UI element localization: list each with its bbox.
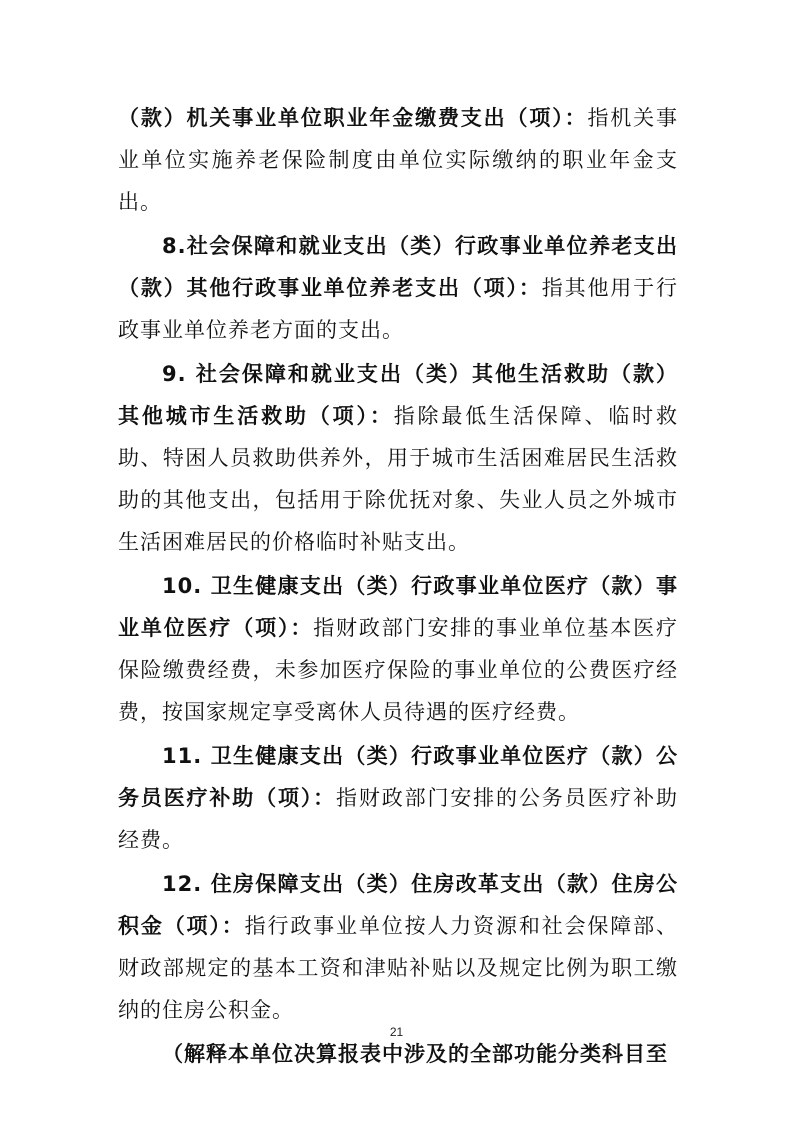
- item-heading: 12. 住房保障支出（类）住房改革支出（款）住房公积金（项）：: [118, 872, 678, 938]
- item-description: 指财政部门安排的公务员医疗补助经费。: [118, 786, 679, 852]
- item-heading: 8.社会保障和就业支出（类）行政事业单位养老支出（款）其他行政事业单位养老支出（项）：: [118, 234, 678, 300]
- item-heading: （解释本单位决算报表中涉及的全部功能分类科目至: [162, 1042, 668, 1066]
- item-description: 指机关事业单位实施养老保险制度由单位实际缴纳的职业年金支出。: [118, 106, 678, 214]
- paragraph-item-8: [118, 225, 678, 351]
- paragraph-item-10: [118, 565, 678, 733]
- paragraph-item-12: [118, 863, 678, 1031]
- page-number: 21: [389, 1025, 404, 1039]
- item-heading: （款）机关事业单位职业年金缴费支出（项）：: [118, 106, 588, 130]
- body-text: [118, 97, 678, 1075]
- item-heading: 11. 卫生健康支出（类）行政事业单位医疗（款）公务员医疗补助（项）：: [118, 744, 678, 810]
- item-description: 指其他用于行政事业单位养老方面的支出。: [118, 276, 679, 342]
- paragraph-item-11: [118, 735, 678, 861]
- item-description: 指财政部门安排的事业单位基本医疗保险缴费经费，未参加医疗保险的事业单位的公费医疗经费，按国家规定享受离休人员待遇的医疗经费。: [118, 616, 678, 724]
- item-heading: 9. 社会保障和就业支出（类）其他生活救助（款）其他城市生活救助（项）：: [118, 362, 678, 428]
- paragraph-occupational-annuity: [118, 97, 678, 223]
- paragraph-item-9: [118, 353, 678, 563]
- item-description: 指除最低生活保障、临时救助、特困人员救助供养外，用于城市生活困难居民生活救助的其他支出，包括用于除优抚对象、失业人员之外城市生活困难居民的价格临时补贴支出。: [118, 404, 679, 554]
- item-heading: 10. 卫生健康支出（类）行政事业单位医疗（款）事业单位医疗（项）：: [118, 574, 678, 640]
- item-description: 指行政事业单位按人力资源和社会保障部、财政部规定的基本工资和津贴补贴以及规定比例为职工缴纳的住房公积金。: [118, 914, 678, 1022]
